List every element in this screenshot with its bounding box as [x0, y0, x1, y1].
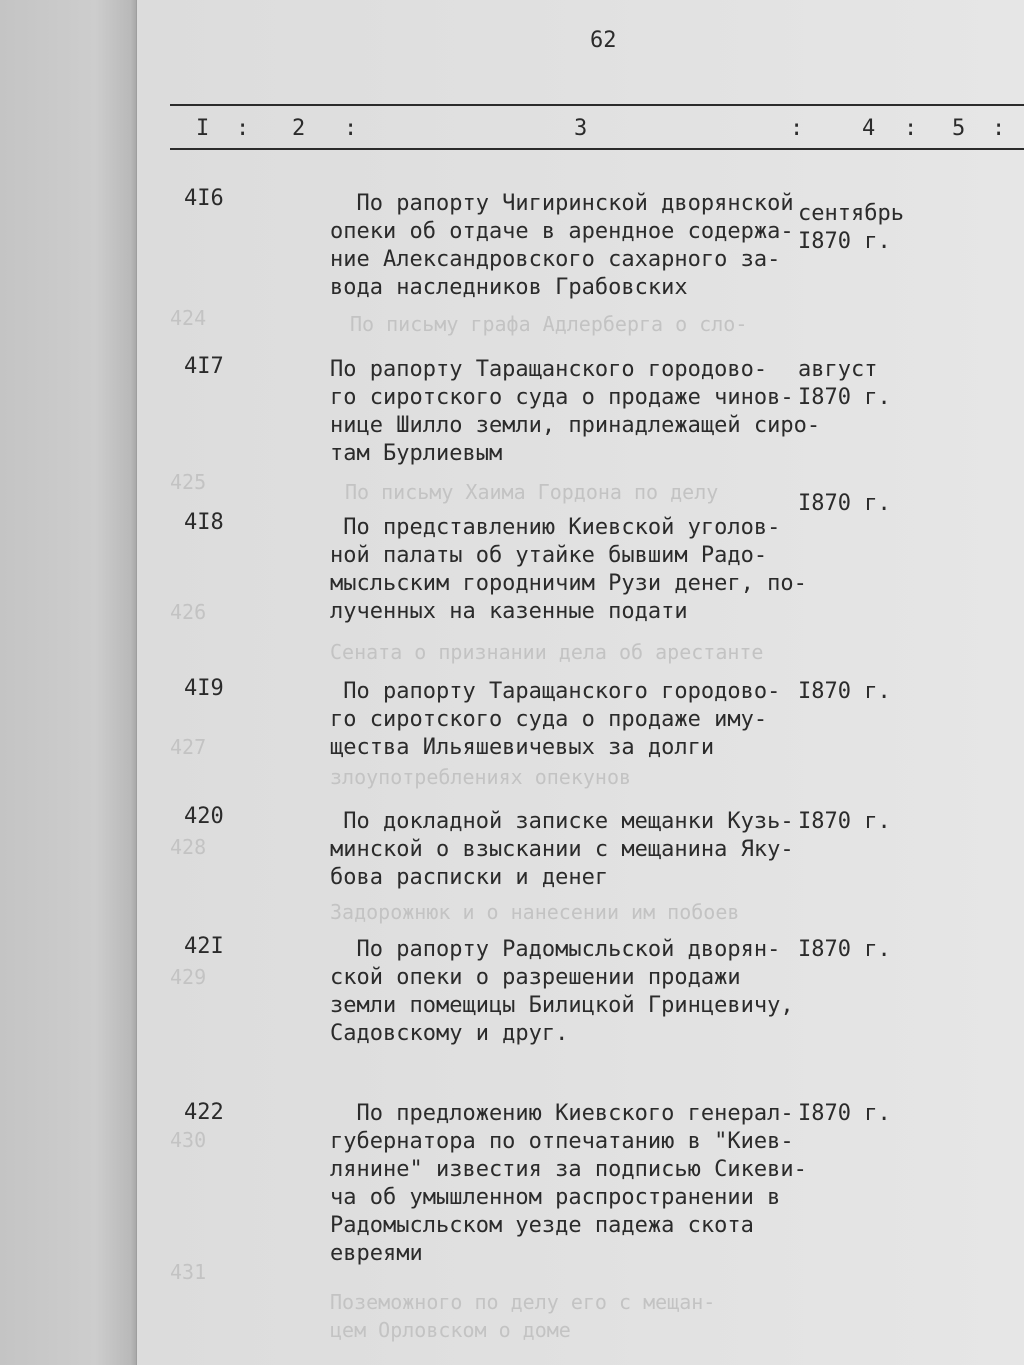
- entry-line: ской опеки о разрешении продажи: [330, 965, 741, 990]
- entry-date: [798, 490, 891, 518]
- entry-date: [798, 200, 904, 256]
- entry-line: евреями: [330, 1241, 423, 1266]
- entry-date: [798, 678, 891, 706]
- entry-number: 422: [184, 1100, 224, 1125]
- column-header-3: 3: [574, 116, 588, 141]
- entry-date: [798, 808, 891, 836]
- entry-line: По рапорту Таращанского городово-: [330, 679, 781, 704]
- entry-line: Радомысльском уезде падежа скота: [330, 1213, 754, 1238]
- date-line: I870 г.: [798, 679, 891, 704]
- date-line: сентябрь: [798, 201, 904, 226]
- entry-line: нице Шилло земли, принадлежащей сиро-: [330, 413, 821, 438]
- entry-line: губернатора по отпечатанию в "Киев-: [330, 1129, 794, 1154]
- date-line: I870 г.: [798, 491, 891, 516]
- entry-line: го сиротского суда о продаже иму-: [330, 707, 768, 732]
- date-line: I870 г.: [798, 229, 891, 254]
- entry-line: ча об умышленном распространении в: [330, 1185, 781, 1210]
- entry-line: лученных на казенные подати: [330, 599, 688, 624]
- entry-number: 4I9: [184, 676, 224, 701]
- column-separator: :: [904, 116, 918, 141]
- book-gutter: [0, 0, 137, 1365]
- entry-line: бова расписки и денег: [330, 865, 609, 890]
- entry-line: вода наследников Грабовских: [330, 275, 688, 300]
- entry-line: го сиротского суда о продаже чинов-: [330, 385, 794, 410]
- entry-date: [798, 936, 891, 964]
- entry-description: [330, 190, 800, 302]
- date-line: I870 г.: [798, 809, 891, 834]
- entry-description: [330, 808, 800, 892]
- entry-line: По представлению Киевской уголов-: [330, 515, 781, 540]
- entry-description: [330, 1100, 807, 1268]
- column-header-1: I: [196, 116, 210, 141]
- entry-number: 420: [184, 804, 224, 829]
- column-header-5: 5: [952, 116, 966, 141]
- entry-number: 4I7: [184, 354, 224, 379]
- entry-description: [330, 678, 800, 762]
- entry-description: [330, 514, 807, 626]
- header-top-rule: [170, 104, 1024, 106]
- entry-line: По рапорту Чигиринской дворянской: [330, 191, 794, 216]
- entry-line: опеки об отдаче в арендное содержа-: [330, 219, 794, 244]
- entry-description: [330, 936, 800, 1048]
- entry-line: Садовскому и друг.: [330, 1021, 569, 1046]
- entry-line: По докладной записке мещанки Кузь-: [330, 809, 794, 834]
- column-header-2: 2: [292, 116, 306, 141]
- date-line: I870 г.: [798, 1101, 891, 1126]
- column-separator: :: [236, 116, 250, 141]
- entry-date: [798, 1100, 891, 1128]
- entry-line: лянине" известия за подписью Сикеви-: [330, 1157, 807, 1182]
- entry-number: 4I8: [184, 510, 224, 535]
- entry-date: [798, 356, 891, 412]
- date-line: I870 г.: [798, 937, 891, 962]
- entry-number: 42I: [184, 934, 224, 959]
- entry-number: 4I6: [184, 186, 224, 211]
- column-separator: :: [344, 116, 358, 141]
- entry-line: ной палаты об утайке бывшим Радо-: [330, 543, 768, 568]
- entry-line: минской о взыскании с мещанина Яку-: [330, 837, 794, 862]
- date-line: I870 г.: [798, 385, 891, 410]
- entry-line: щества Ильяшевичевых за долги: [330, 735, 715, 760]
- page-number: 62: [590, 28, 617, 53]
- header-bottom-rule: [170, 148, 1024, 150]
- column-separator: :: [790, 116, 804, 141]
- entry-line: мысльским городничим Рузи денег, по-: [330, 571, 807, 596]
- entry-description: [330, 356, 821, 468]
- column-separator: :: [992, 116, 1006, 141]
- entry-line: там Бурлиевым: [330, 441, 503, 466]
- entry-line: По рапорту Радомысльской дворян-: [330, 937, 781, 962]
- document-page: 424 По письму графа Адлерберга о сло- 425 По письму Хаима Гордона по делу 426 Сената о признании дела об арестанте 427 злоупотреблениях опекунов 428 Задорожнюк и о нанесении им побоев 429 430 431 Поземожного по делу его с мещан- цем Орловском о доме 62 I : 2 : 3 : 4 : 5 : 4I6 По рапорту Чигиринской дворянской опеки об отдаче в арендное содержа- ние Александровского сахарного за- вода наследников Грабовских сентябрь I870 г. 4I7 По рапорту Таращанского городово- го сиротского суда о продаже чинов- нице Шилло земли, принадлежащей сиро- там Бурлиевым август I870 г. 4I8 По представлению Киевской уголов- ной палаты об утайке бывшим Радо- мысльским городничим Рузи денег, по- лученных на казенные подати I870 г. 4I9 По рапорту Таращанского городово- го сиротского суда о продаже иму- щества Ильяшевичевых за долги I870 г. 420 По докладной записке мещанки Кузь- минской о взыскании с мещанина Яку- бова расписки и денег I870 г. 42I По рапорту Радомысльской дворян- ской опеки о разрешении продажи земли помещицы Билицкой Гринцевичу, Садовскому и друг. I870 г. 422 По предложению Киевского генерал- губернатора по отпечатанию в "Киев- лянине" известия за подписью Сикеви- ча об умышленном распространении в Радомысльском уезде падежа скота евреями I870 г.: [0, 0, 1024, 1365]
- date-line: август: [798, 357, 878, 382]
- entry-line: ние Александровского сахарного за-: [330, 247, 781, 272]
- entry-line: По предложению Киевского генерал-: [330, 1101, 794, 1126]
- column-header-4: 4: [862, 116, 876, 141]
- entry-line: По рапорту Таращанского городово-: [330, 357, 768, 382]
- entry-line: земли помещицы Билицкой Гринцевичу,: [330, 993, 794, 1018]
